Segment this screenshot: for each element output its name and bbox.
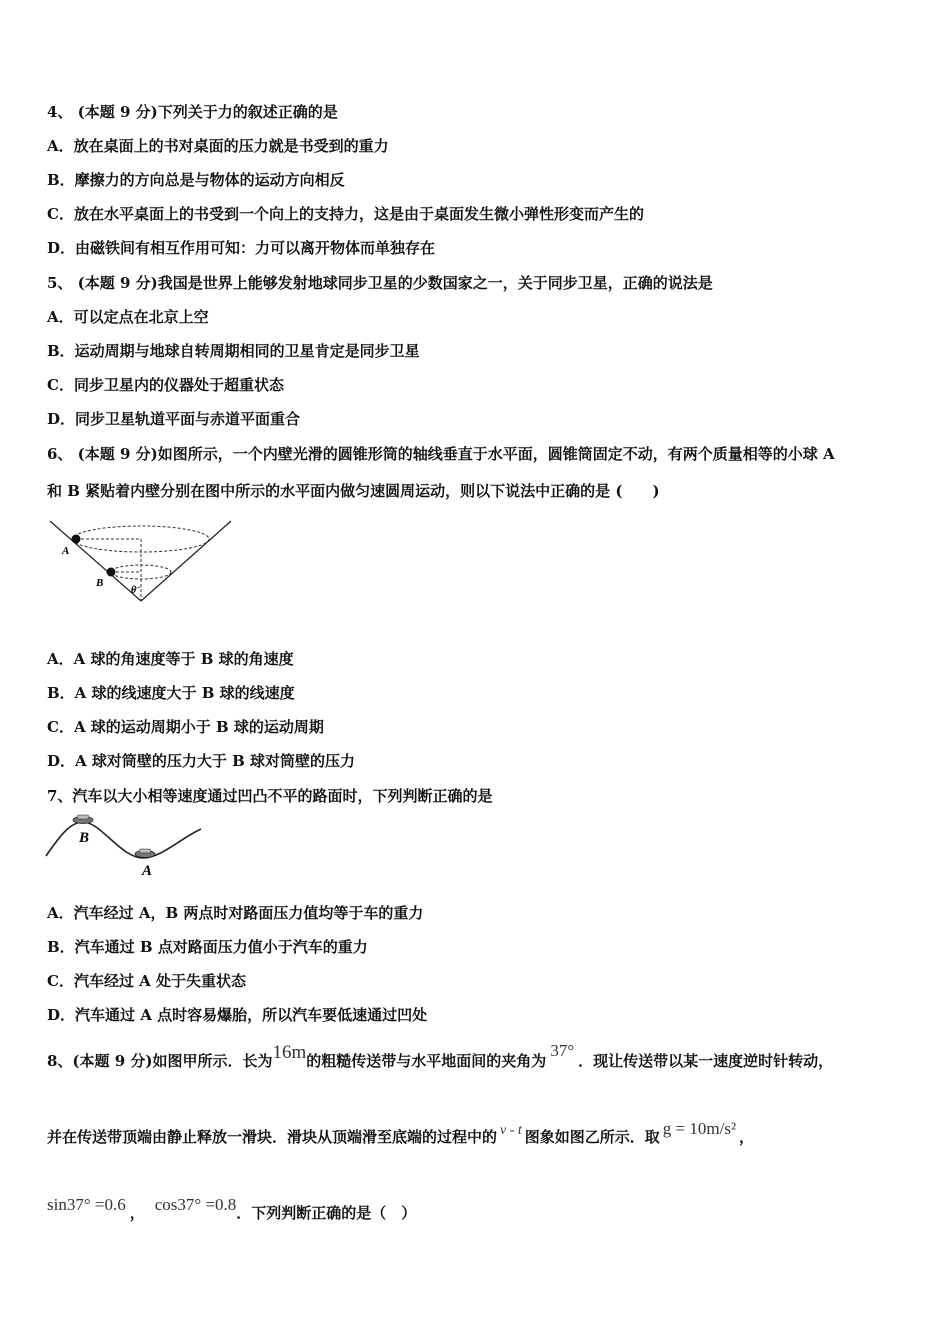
q8-cos: cos37° =0.8 [154,1195,237,1214]
q5-option-a: A．可以定点在北京上空 [47,308,209,326]
q6-option-c: C．A 球的运动周期小于 B 球的运动周期 [47,718,324,736]
label-a: A [142,863,153,879]
q8-g-value: g = 10m/s² [662,1119,737,1138]
label-b: B [96,577,104,589]
q4-option-b: B．摩擦力的方向总是与物体的运动方向相反 [47,171,345,189]
q7-stem: 7、汽车以大小相等速度通过凹凸不平的路面时，下列判断正确的是 [47,787,493,805]
ball-b [107,568,116,577]
q6-stem-line1: 6、 (本题 9 分)如图所示，一个内壁光滑的圆锥形筒的轴线垂直于水平面，圆锥筒固定不动，有两个质量相等的小球 A [47,445,835,463]
q8-text-1c: ．现让传送带以某一速度逆时针转动， [578,1052,834,1070]
q5-option-d: D．同步卫星轨道平面与赤道平面重合 [47,410,301,428]
q7-option-a: A．汽车经过 A，B 两点时对路面压力值均等于车的重力 [47,904,424,922]
q7-option-d: D．汽车通过 A 点时容易爆胎，所以汽车要低速通过凹处 [47,1006,428,1024]
label-b: B [79,830,90,846]
car-a [135,849,155,858]
q8-text-2c: ， [739,1128,755,1146]
q8-line3 [47,1193,416,1233]
road-figure [43,814,208,880]
q5-option-b: B．运动周期与地球自转周期相同的卫星肯定是同步卫星 [47,342,420,360]
q8-text-2a: 并在传送带顶端由静止释放一滑块．滑块从顶端滑至底端的过程中的 [47,1128,498,1146]
q6-option-d: D．A 球对筒壁的压力大于 B 球对筒壁的压力 [47,752,355,770]
q4-stem: 4、 (本题 9 分)下列关于力的叙述正确的是 [47,103,338,121]
q8-line2 [47,1117,754,1159]
q6-option-b: B．A 球的线速度大于 B 球的线速度 [47,684,295,702]
q5-stem: 5、 (本题 9 分)我国是世界上能够发射地球同步卫星的少数国家之一，关于同步卫星，正确的说法是 [47,274,713,292]
q8-vt: v - t [500,1123,522,1138]
q8-text-2b: 图象如图乙所示．取 [524,1128,660,1146]
q6-stem-line2: 和 B 紧贴着内壁分别在图中所示的水平面内做匀速圆周运动，则以下说法中正确的是 ( ) [47,482,660,500]
q8-text-1b: 的粗糙传送带与水平地面间的夹角为 [306,1052,547,1070]
q7-option-b: B．汽车通过 B 点对路面压力值小于汽车的重力 [47,938,368,956]
q8-line1 [47,1041,833,1081]
q6-option-a: A．A 球的角速度等于 B 球的角速度 [47,650,294,668]
q8-sin: sin37° =0.6 [47,1195,126,1214]
q8-angle: 37° [550,1041,575,1060]
cone-figure [45,515,240,607]
q4-option-d: D．由磁铁间有相互作用可知：力可以离开物体而单独存在 [47,239,436,257]
q8-text-1a: 8、(本题 9 分)如图甲所示．长为 [47,1052,273,1070]
q4-option-c: C．放在水平桌面上的书受到一个向上的支持力，这是由于桌面发生微小弹性形变而产生的 [47,205,644,223]
label-a: A [62,545,70,557]
q4-option-a: A．放在桌面上的书对桌面的压力就是书受到的重力 [47,137,389,155]
label-theta: θ [131,585,137,596]
q8-sep: ， [129,1204,145,1222]
q7-option-c: C．汽车经过 A 处于失重状态 [47,972,247,990]
q8-text-3b: ．下列判断正确的是（ ） [236,1204,417,1222]
q5-option-c: C．同步卫星内的仪器处于超重状态 [47,376,284,394]
car-b [73,815,93,824]
q8-length: 16m [272,1042,307,1063]
ball-a [72,535,81,544]
